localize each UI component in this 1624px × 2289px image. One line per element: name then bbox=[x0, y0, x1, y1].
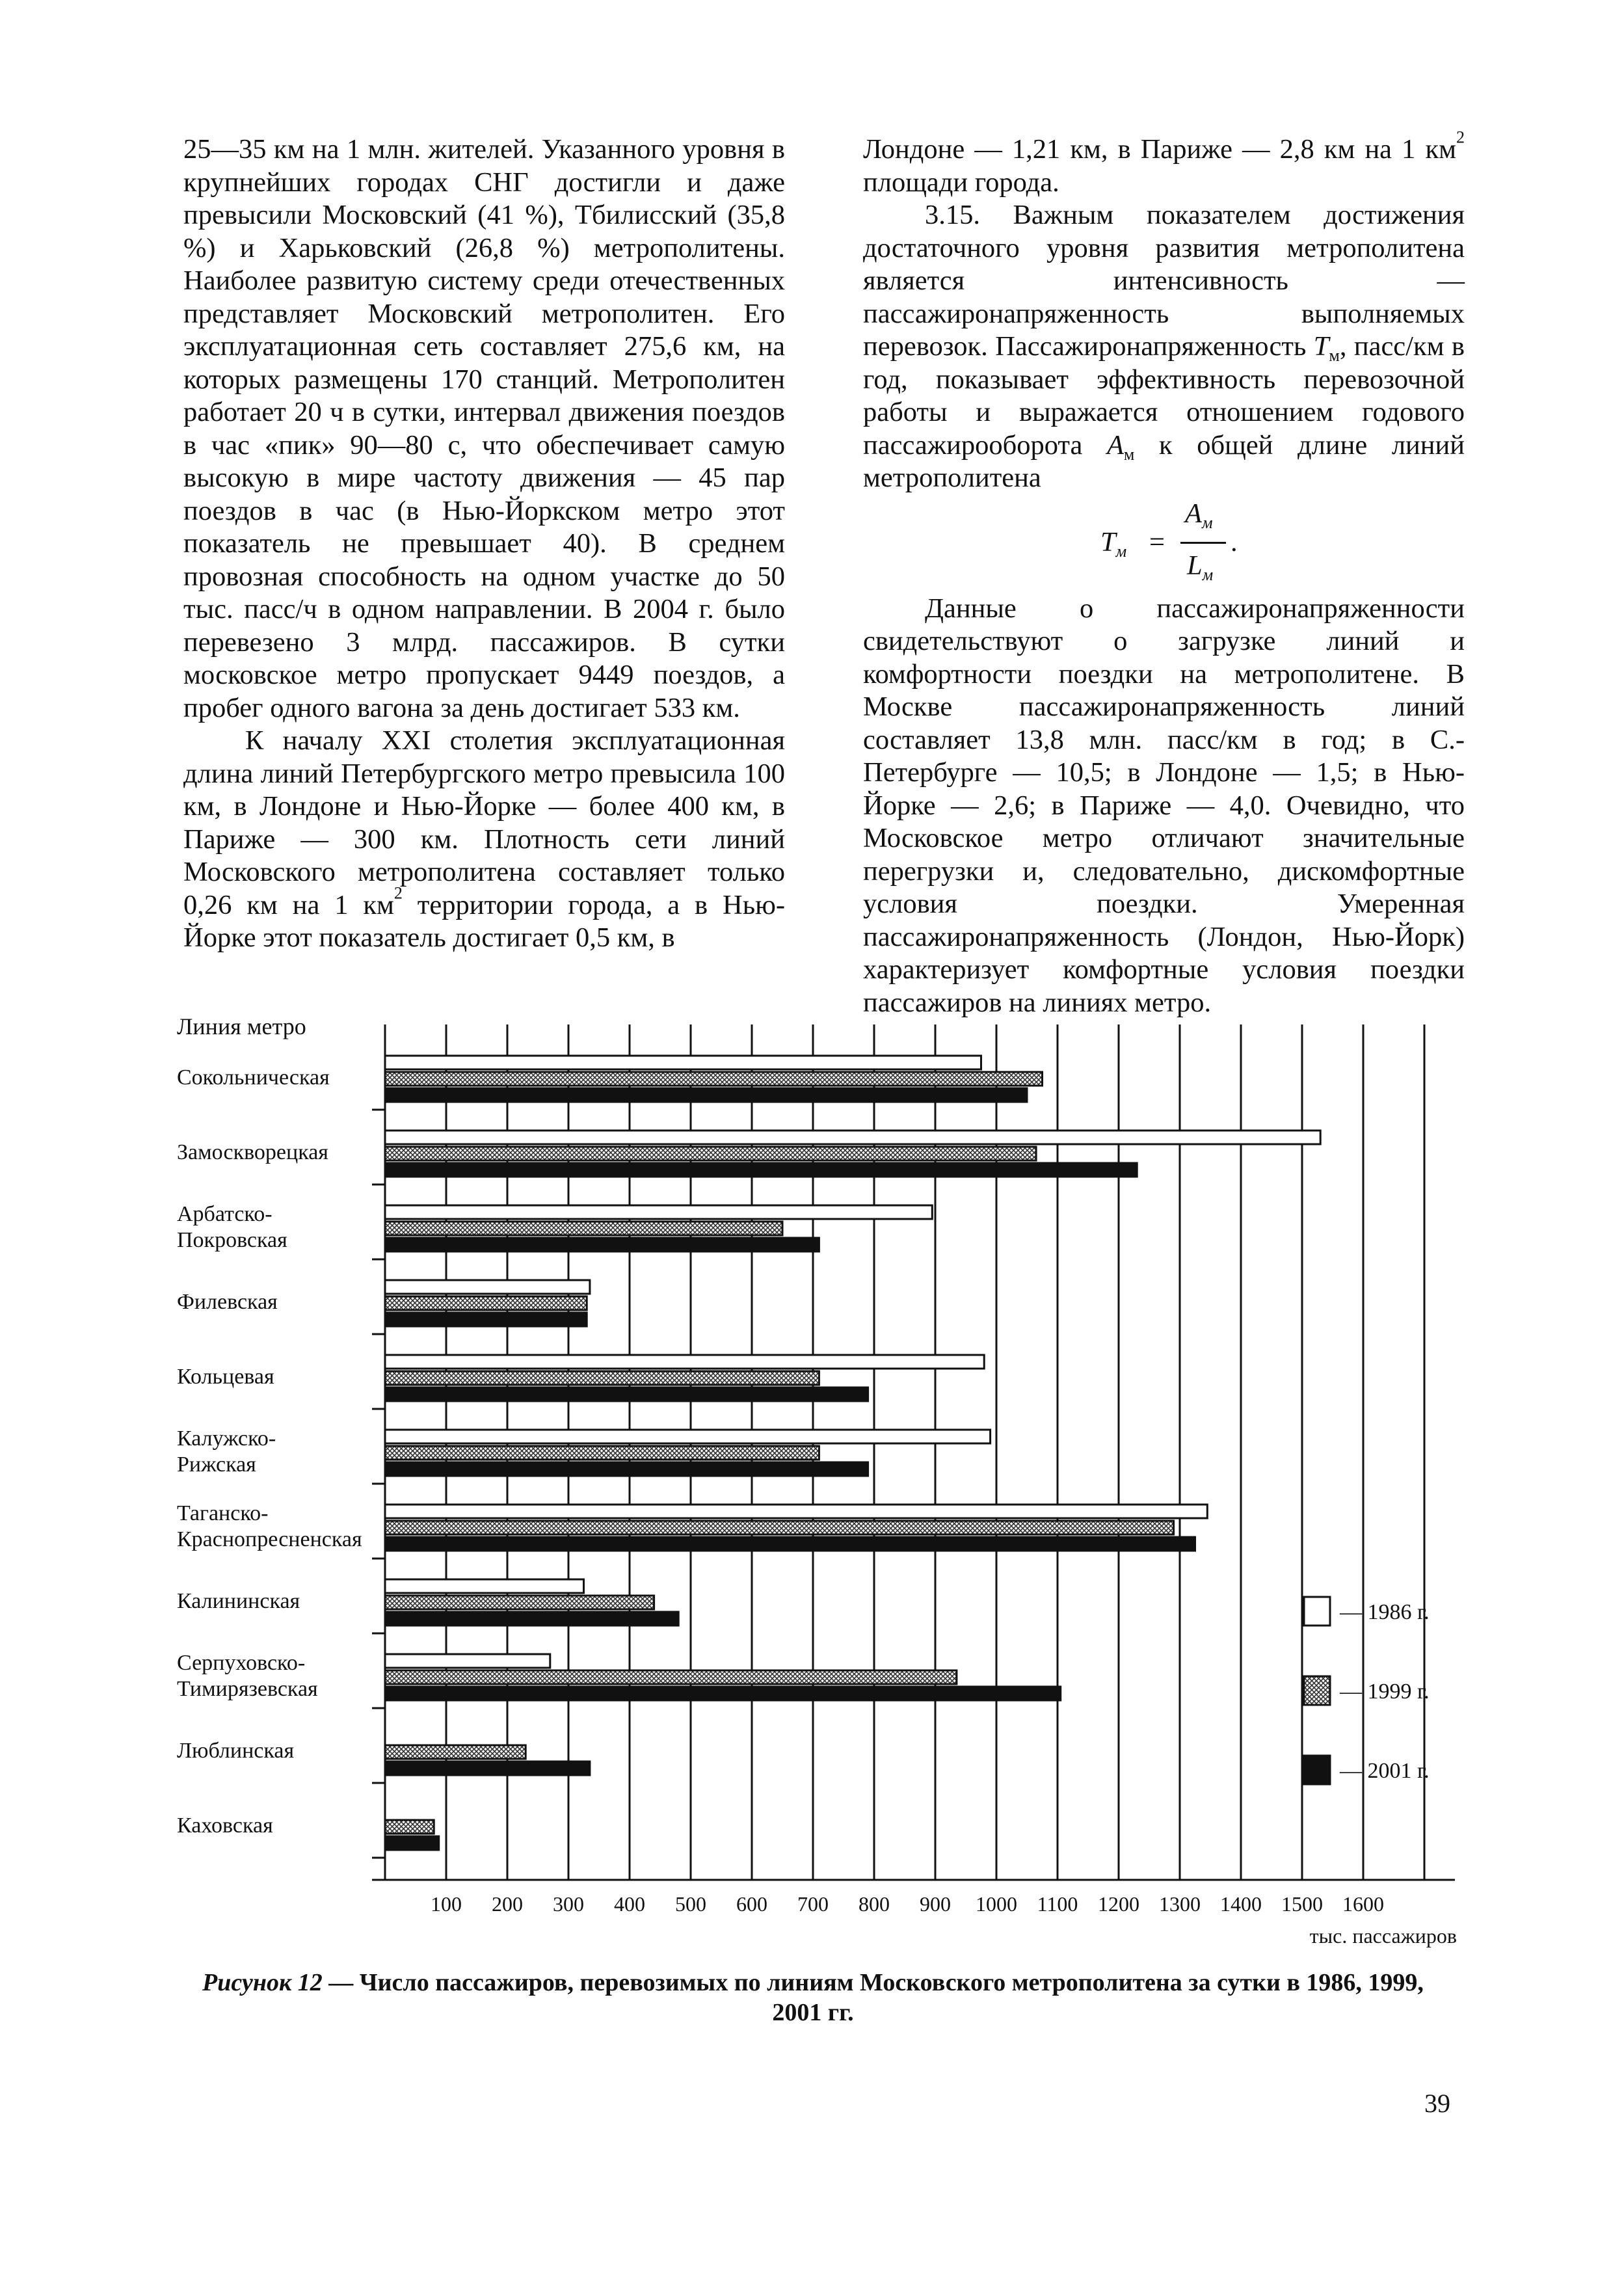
subscript: м bbox=[1201, 513, 1213, 532]
symbol-a: A bbox=[1106, 429, 1124, 461]
category-axis-title: Линия метро bbox=[177, 1013, 306, 1039]
category-label bbox=[177, 1290, 278, 1314]
bar bbox=[385, 1131, 1320, 1144]
category-label-line: Арбатско- bbox=[177, 1202, 273, 1226]
text-run: к общей длине линий метрополитена bbox=[863, 429, 1465, 493]
bar bbox=[385, 1147, 1036, 1160]
x-tick-label: 1500 bbox=[1281, 1892, 1323, 1916]
x-tick-label: 400 bbox=[614, 1892, 645, 1916]
x-tick-label: 900 bbox=[920, 1892, 951, 1916]
category-label-line: Замоскворецкая bbox=[177, 1140, 328, 1164]
legend-label: — 2001 г. bbox=[1340, 1759, 1430, 1783]
category-labels bbox=[177, 1065, 362, 1838]
bar bbox=[385, 1222, 782, 1235]
formula-symbol: A bbox=[1185, 498, 1202, 529]
figure-caption bbox=[195, 1968, 1431, 2028]
x-tick-label: 1200 bbox=[1098, 1892, 1139, 1916]
formula-denominator bbox=[1187, 550, 1213, 583]
bar bbox=[385, 1596, 654, 1609]
category-label bbox=[177, 1651, 318, 1701]
bar bbox=[385, 1430, 991, 1443]
bar bbox=[385, 1745, 526, 1759]
category-label bbox=[177, 1140, 328, 1164]
category-label bbox=[177, 1501, 362, 1551]
figure-label: Рисунок 12 bbox=[202, 1969, 323, 1996]
formula-period: . bbox=[1231, 526, 1238, 557]
text-column-right bbox=[863, 127, 1465, 1019]
text-run: территории города, а в Нью-Йорке этот показатель достигает 0,5 км, в bbox=[183, 889, 785, 953]
bar bbox=[385, 1612, 678, 1626]
x-tick-label: 100 bbox=[431, 1892, 462, 1916]
formula-symbol: T bbox=[1100, 526, 1116, 557]
bar bbox=[385, 1579, 584, 1593]
category-label bbox=[177, 1365, 274, 1389]
category-label-line: Калининская bbox=[177, 1589, 300, 1613]
x-tick-label: 1300 bbox=[1159, 1892, 1201, 1916]
bar bbox=[385, 1654, 550, 1668]
x-tick-label: 1400 bbox=[1220, 1892, 1262, 1916]
bar bbox=[385, 1371, 819, 1385]
x-tick-label: 600 bbox=[736, 1892, 767, 1916]
x-tick-label: 1000 bbox=[976, 1892, 1017, 1916]
x-tick-label: 300 bbox=[553, 1892, 584, 1916]
subscript: м bbox=[1202, 565, 1214, 584]
superscript: 2 bbox=[1456, 127, 1465, 147]
category-label-line: Сокольническая bbox=[177, 1065, 330, 1090]
category-label-line: Кольцевая bbox=[177, 1365, 274, 1389]
bar bbox=[385, 1820, 434, 1834]
category-label-line: Краснопресненская bbox=[177, 1527, 362, 1551]
paragraph bbox=[863, 127, 1465, 199]
category-label-line: Калужско- bbox=[177, 1426, 276, 1451]
category-label bbox=[177, 1202, 287, 1252]
subscript: м bbox=[1123, 444, 1135, 464]
category-label bbox=[177, 1426, 276, 1477]
bar bbox=[385, 1280, 590, 1294]
legend-label: — 1999 г. bbox=[1340, 1680, 1430, 1704]
text-column-left bbox=[183, 133, 785, 955]
formula-symbol: L bbox=[1187, 550, 1203, 581]
page-number: 39 bbox=[1424, 2089, 1450, 2118]
bar bbox=[385, 1387, 868, 1401]
subscript: м bbox=[1115, 541, 1127, 561]
text-run: Лондоне — 1,21 км, в Париже — 2,8 км на 1 км bbox=[863, 134, 1456, 165]
paragraph: Данные о пассажиронапряженности свидетельствуют о загрузке линий и комфортности поездки на метрополитене. В Москве пассажиронапряженность линий составляет 13,8 млн. пасс/км в год; в С.-Петербурге — 10,5; в Лондоне — 1,5; в Нью-Йорке — 2,6; в Париже — 4,0. Очевидно, что Московское метро отличают значительные перегрузки и, следовательно, дискомфортные условия поездки. Умеренная пассажиронапряженность (Лондон, Нью-Йорк) характеризует комфортные условия поездки пассажиров на линиях метро. bbox=[863, 593, 1465, 1018]
bar bbox=[385, 1072, 1043, 1086]
tick-labels bbox=[431, 1892, 1384, 1916]
category-label-line: Каховская bbox=[177, 1814, 273, 1838]
category-label bbox=[177, 1739, 294, 1763]
category-label bbox=[177, 1589, 300, 1613]
legend-swatch bbox=[1304, 1756, 1330, 1784]
category-label-line: Серпуховско- bbox=[177, 1651, 306, 1675]
paragraph bbox=[863, 199, 1465, 495]
category-label-line: Филевская bbox=[177, 1290, 278, 1314]
bar bbox=[385, 1205, 932, 1219]
formula-equals: = bbox=[1149, 526, 1165, 557]
category-label bbox=[177, 1814, 273, 1838]
caption-text: — Число пассажиров, перевозимых по линиям Московского метрополитена за сутки в 1986, 1999, 2001 гг. bbox=[322, 1969, 1424, 2026]
bar bbox=[385, 1238, 819, 1252]
superscript: 2 bbox=[393, 883, 403, 903]
text-run: К началу XXI столетия эксплуатационная длина линий Петербургского метро превысила 100 км, в Лондоне и Нью-Йорке — более 400 км, в Париже — 300 км. Плотность сети линий Московского метрополитена составляет только 0,26 км на 1 км bbox=[183, 725, 785, 920]
x-tick-label: 500 bbox=[675, 1892, 706, 1916]
formula-numerator bbox=[1185, 498, 1213, 531]
bar bbox=[385, 1761, 590, 1775]
category-label-line: Люблинская bbox=[177, 1739, 295, 1763]
paragraph bbox=[183, 725, 785, 955]
bar-chart bbox=[169, 1011, 1470, 1961]
legend-swatch bbox=[1304, 1676, 1330, 1705]
bar bbox=[385, 1521, 1174, 1534]
category-label-line: Покровская bbox=[177, 1228, 287, 1252]
x-tick-label: 200 bbox=[492, 1892, 523, 1916]
text-run: площади города. bbox=[863, 167, 1059, 198]
legend bbox=[1304, 1597, 1430, 1784]
bar bbox=[385, 1088, 1027, 1102]
bar bbox=[385, 1462, 868, 1476]
bar bbox=[385, 1836, 439, 1850]
fraction-bar bbox=[1180, 542, 1226, 544]
subscript: м bbox=[1329, 346, 1340, 366]
bar bbox=[385, 1355, 984, 1369]
bar bbox=[385, 1296, 587, 1310]
bar bbox=[385, 1313, 587, 1326]
paragraph: 25—35 км на 1 млн. жителей. Указанного уровня в крупнейших городах СНГ достигли и даже превысили Московский (41 %), Тбилисский (35,8 %) и Харьковский (26,8 %) метрополитены. Наиболее развитую систему среди отечественных представляет Московский метрополитен. Его эксплуатационная сеть составляет 275,6 км, на которых размещены 170 станций. Метрополитен работает 20 ч в сутки, интервал движения поездов в час «пик» 90—80 с, что обеспечивает самую высокую в мире частоту движения — 45 пар поездов в час (в Нью-Йоркском метро этот показатель не превышает 40). В среднем провозная способность на одном участке до 50 тыс. пасс/ч в одном направлении. В 2004 г. было перевезено 3 млрд. пассажиров. В сутки московское метро пропускает 9449 поездов, а пробег одного вагона за день достигает 533 км. bbox=[183, 134, 785, 723]
text-run: 3.15. Важным показателем достижения достаточного уровня развития метрополитена является интенсивность — пассажиронапряженность выполняемых перевозок. Пассажиронапряженность bbox=[863, 200, 1465, 362]
formula bbox=[863, 495, 1465, 593]
x-axis-title: тыс. пассажиров bbox=[1309, 1924, 1457, 1948]
x-tick-label: 1100 bbox=[1037, 1892, 1078, 1916]
text-run: , пасс/км в год, показывает эффективность перевозочной работы и выражается отношением годового пассажирооборота bbox=[863, 331, 1465, 461]
bar bbox=[385, 1446, 819, 1460]
bar bbox=[385, 1670, 957, 1684]
bar bbox=[385, 1537, 1195, 1551]
bar bbox=[385, 1056, 981, 1069]
bar bbox=[385, 1687, 1061, 1700]
category-label-line: Таганско- bbox=[177, 1501, 269, 1525]
x-tick-label: 700 bbox=[797, 1892, 829, 1916]
category-label-line: Рижская bbox=[177, 1452, 256, 1477]
x-tick-label: 800 bbox=[859, 1892, 890, 1916]
bar bbox=[385, 1163, 1137, 1177]
formula-lhs bbox=[1100, 526, 1126, 559]
bar bbox=[385, 1505, 1207, 1518]
x-tick-label: 1600 bbox=[1342, 1892, 1384, 1916]
symbol-t: T bbox=[1313, 331, 1329, 362]
category-label bbox=[177, 1065, 330, 1090]
legend-swatch bbox=[1304, 1597, 1330, 1626]
category-label-line: Тимирязевская bbox=[177, 1677, 318, 1701]
legend-label: — 1986 г. bbox=[1340, 1600, 1430, 1624]
